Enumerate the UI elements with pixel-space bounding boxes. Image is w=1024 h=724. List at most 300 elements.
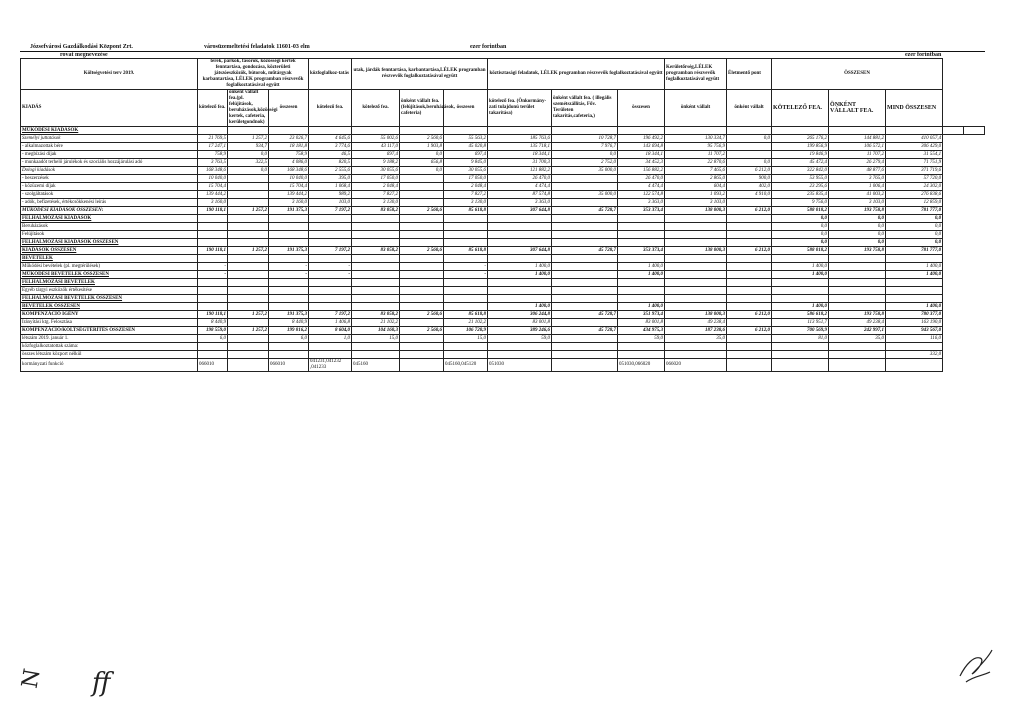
table-cell — [309, 295, 352, 303]
table-cell: 191 375,3 — [269, 207, 309, 215]
row-label: közfoglalkoztatottak száma: — [21, 343, 198, 351]
table-cell — [727, 295, 772, 303]
table-cell: 045160,045120 — [444, 359, 488, 372]
row-label: összes létszám közport nélkül — [21, 351, 198, 359]
table-cell — [727, 263, 772, 271]
table-cell — [198, 231, 228, 239]
row-label-header: rovat megnevezése — [60, 52, 108, 58]
table-cell — [886, 127, 943, 135]
table-cell: - — [198, 271, 228, 279]
table-row — [21, 295, 985, 303]
table-cell — [552, 319, 618, 327]
table-cell — [400, 263, 444, 271]
table-cell: 588 018,2 — [772, 247, 829, 255]
table-cell — [228, 263, 269, 271]
table-cell — [444, 127, 488, 135]
row-label: Egyéb tárgyi eszközök értékesítése — [21, 287, 198, 295]
table-cell: - — [269, 263, 309, 271]
row-label: MŰKÖDÉSI KIADÁSOK ÖSSZESEN: — [21, 207, 198, 215]
table-cell — [352, 351, 400, 359]
table-cell — [400, 295, 444, 303]
table-cell — [727, 255, 772, 263]
sub-total-3: összesen — [444, 90, 488, 127]
table-cell: 1 257,2 — [228, 207, 269, 215]
table-cell: 15 704,4 — [198, 183, 228, 191]
table-cell: 6,0 — [198, 335, 228, 343]
table-cell: 185 763,6 — [488, 135, 552, 143]
table-cell: 1 006,4 — [829, 183, 886, 191]
table-cell — [665, 239, 727, 247]
table-cell — [772, 287, 829, 295]
table-cell — [228, 335, 269, 343]
table-cell — [618, 279, 665, 287]
table-row — [21, 207, 985, 215]
table-cell: 35,0 — [665, 335, 727, 343]
table-cell — [772, 351, 829, 359]
table-cell — [269, 295, 309, 303]
table-cell: 781 777,0 — [886, 207, 943, 215]
table-cell: 2 048,4 — [444, 183, 488, 191]
table-cell: 307 644,8 — [488, 207, 552, 215]
table-cell — [618, 239, 665, 247]
table-cell: 0,0 — [727, 159, 772, 167]
table-cell — [198, 303, 228, 311]
table-cell — [618, 351, 665, 359]
table-cell: - — [444, 271, 488, 279]
table-cell — [727, 335, 772, 343]
table-cell — [400, 199, 444, 207]
table-cell: 1 400,0 — [488, 303, 552, 311]
table-cell — [886, 255, 943, 263]
table-cell: 81,0 — [772, 335, 829, 343]
table-cell: 1 903,8 — [400, 143, 444, 151]
table-cell — [488, 295, 552, 303]
table-cell: 45 020,8 — [444, 143, 488, 151]
table-row — [21, 279, 985, 287]
table-cell — [552, 263, 618, 271]
table-cell — [228, 287, 269, 295]
table-cell — [488, 351, 552, 359]
table-cell — [309, 255, 352, 263]
table-cell: 1 400,0 — [488, 271, 552, 279]
table-cell: 6 212,0 — [727, 327, 772, 335]
table-cell — [488, 239, 552, 247]
table-cell — [198, 343, 228, 351]
table-cell — [309, 279, 352, 287]
sub-mandatory-4: kötelező fea. (Önkormány-zati tulajdonú terület takarítása) — [488, 90, 552, 127]
table-cell: 83 001,8 — [488, 319, 552, 327]
table-cell: 6 212,0 — [727, 311, 772, 319]
table-cell: 7 465,6 — [665, 167, 727, 175]
table-cell — [309, 303, 352, 311]
table-cell: 3 130,0 — [444, 199, 488, 207]
table-cell — [618, 215, 665, 223]
table-cell — [400, 255, 444, 263]
budget-table — [20, 58, 985, 372]
table-cell: 87 574,8 — [488, 191, 552, 199]
table-cell — [552, 343, 618, 351]
table-row — [21, 159, 985, 167]
table-cell: 1 093,2 — [665, 191, 727, 199]
table-cell: 8 440,9 — [269, 319, 309, 327]
table-cell — [552, 359, 618, 372]
table-cell — [488, 223, 552, 231]
table-cell — [829, 263, 886, 271]
table-cell: 139 444,2 — [198, 191, 228, 199]
table-cell — [665, 271, 727, 279]
table-body — [21, 127, 985, 372]
table-cell — [228, 359, 269, 372]
table-cell — [352, 271, 400, 279]
table-cell: 0,0 — [886, 223, 943, 231]
table-cell: 21 769,5 — [198, 135, 228, 143]
table-cell: 2 555,6 — [309, 167, 352, 175]
table-cell: 371 719,6 — [886, 167, 943, 175]
table-cell: 6 212,0 — [727, 167, 772, 175]
table-cell — [400, 351, 444, 359]
table-cell — [400, 279, 444, 287]
table-cell: 0,0 — [772, 223, 829, 231]
table-cell — [665, 263, 727, 271]
table-cell — [552, 279, 618, 287]
table-cell — [772, 279, 829, 287]
table-cell: 4 086,0 — [269, 159, 309, 167]
table-cell: 306 244,8 — [488, 311, 552, 319]
table-cell: 187 238,6 — [665, 327, 727, 335]
table-cell — [352, 343, 400, 351]
table-cell — [829, 279, 886, 287]
table-cell: 1 257,2 — [228, 327, 269, 335]
table-cell: 3 103,0 — [829, 199, 886, 207]
row-label: - munkaadót terhelő járulékok és szociális hozzájárulási adó — [21, 159, 198, 167]
task-title: városüzemeltetési feladatok 11601-03 elm — [204, 44, 310, 50]
table-cell: - — [309, 271, 352, 279]
table-cell — [665, 127, 727, 135]
table-row — [21, 143, 985, 151]
table-row — [21, 231, 985, 239]
table-cell — [228, 191, 269, 199]
table-cell — [772, 343, 829, 351]
table-cell — [829, 295, 886, 303]
table-cell — [727, 303, 772, 311]
table-cell: 193 758,8 — [829, 207, 886, 215]
table-row — [21, 135, 985, 143]
table-cell: 7 976,7 — [552, 143, 618, 151]
table-cell: 163 190,0 — [886, 319, 943, 327]
table-cell — [400, 223, 444, 231]
table-cell — [665, 223, 727, 231]
table-cell — [829, 303, 886, 311]
row-label: Irányítási ktg. Felosztása — [21, 319, 198, 327]
table-cell — [552, 295, 618, 303]
table-cell — [198, 215, 228, 223]
table-cell — [665, 231, 727, 239]
table-cell: 17 050,0 — [444, 175, 488, 183]
table-cell: 196 492,2 — [618, 135, 665, 143]
table-cell: 434 975,3 — [618, 327, 665, 335]
row-label: FELHALMOZÁSI BEVÉTELEK — [21, 279, 198, 287]
table-cell: 1,0 — [309, 335, 352, 343]
table-cell — [665, 255, 727, 263]
table-cell: 3 160,0 — [269, 199, 309, 207]
table-cell: 2 865,0 — [665, 175, 727, 183]
table-cell — [964, 127, 985, 135]
sub-voluntary-5: önként vállalt — [665, 90, 727, 127]
table-cell: 820,5 — [309, 159, 352, 167]
table-cell: 353 373,4 — [618, 207, 665, 215]
table-cell: 199 856,9 — [772, 143, 829, 151]
table-cell — [886, 359, 943, 372]
table-cell: 139 444,2 — [269, 191, 309, 199]
row-label: - alkalmazottak bére — [21, 143, 198, 151]
table-cell: 351 973,4 — [618, 311, 665, 319]
table-cell — [444, 215, 488, 223]
table-cell — [444, 231, 488, 239]
table-row — [21, 287, 985, 295]
table-cell: 1 068,4 — [309, 183, 352, 191]
table-cell — [618, 255, 665, 263]
table-cell — [228, 295, 269, 303]
table-cell: 116,0 — [886, 335, 943, 343]
table-cell: 156 882,2 — [618, 167, 665, 175]
table-cell — [269, 127, 309, 135]
table-cell: 55 002,6 — [352, 135, 400, 143]
signature-right-icon — [956, 646, 996, 686]
table-cell: 19 846,9 — [772, 151, 829, 159]
table-cell — [772, 359, 829, 372]
table-cell: 0,0 — [829, 215, 886, 223]
table-cell — [269, 279, 309, 287]
table-cell — [400, 239, 444, 247]
row-label: kormányzati funkció — [21, 359, 198, 372]
table-cell — [829, 255, 886, 263]
table-cell — [198, 127, 228, 135]
table-cell: 0,0 — [772, 215, 829, 223]
table-cell — [444, 343, 488, 351]
table-cell — [352, 263, 400, 271]
table-row — [21, 327, 985, 335]
table-cell: 051030 — [488, 359, 552, 372]
table-cell — [228, 303, 269, 311]
sub-voluntary-1: önként vállalt fea.(pl. felújítások, beruházások,közösségi kertek, cafeteria, kerületgondnok) — [229, 90, 278, 125]
table-cell: 41 003,2 — [829, 191, 886, 199]
table-cell: 389 246,6 — [488, 327, 552, 335]
table-cell — [727, 199, 772, 207]
table-cell: 3 160,0 — [198, 199, 228, 207]
table-cell: 1 400,0 — [618, 263, 665, 271]
table-cell: 7 827,2 — [444, 191, 488, 199]
row-label: KOMPENZÁCIÓ/KÖLTSÉGTÉRÍTÉS ÖSSZESEN — [21, 327, 198, 335]
table-cell: 17 050,0 — [352, 175, 400, 183]
table-cell — [228, 319, 269, 327]
table-cell — [352, 223, 400, 231]
org-name: Józsefvárosi Gazdálkodási Központ Zrt. — [30, 44, 133, 50]
table-cell: 85 618,8 — [444, 207, 488, 215]
table-cell: 0,0 — [727, 135, 772, 143]
row-label: FELHALMOZÁSI KIADÁSOK — [21, 215, 198, 223]
table-cell: 588 018,2 — [772, 207, 829, 215]
table-cell — [829, 127, 886, 135]
table-row — [21, 271, 985, 279]
table-cell: 85 618,8 — [444, 247, 488, 255]
table-cell: 6 212,0 — [727, 207, 772, 215]
table-cell: 900,0 — [727, 175, 772, 183]
table-cell: 22 870,6 — [665, 159, 727, 167]
table-cell — [228, 223, 269, 231]
table-cell — [269, 231, 309, 239]
table-cell: 0,0 — [829, 239, 886, 247]
table-cell — [228, 127, 269, 135]
row-label: MŰKÖDÉSI KIADÁSOK — [21, 127, 198, 135]
table-cell: 71 751,9 — [886, 159, 943, 167]
table-cell — [727, 215, 772, 223]
table-cell: 130 334,7 — [665, 135, 727, 143]
table-cell: 1 257,2 — [228, 135, 269, 143]
table-cell: 26 279,4 — [829, 159, 886, 167]
table-cell: 191 375,3 — [269, 247, 309, 255]
table-cell: 11 707,2 — [665, 151, 727, 159]
table-cell — [943, 127, 964, 135]
table-cell — [727, 271, 772, 279]
table-row — [21, 343, 985, 351]
table-cell — [829, 343, 886, 351]
table-cell: 30 055,6 — [444, 167, 488, 175]
table-cell: 1 257,2 — [228, 247, 269, 255]
table-row — [21, 303, 985, 311]
table-cell — [665, 303, 727, 311]
row-label: létszám 2019. január 1. — [21, 335, 198, 343]
table-cell — [829, 287, 886, 295]
table-row — [21, 319, 985, 327]
table-cell: 95 756,9 — [665, 143, 727, 151]
table-cell: 17 247,1 — [198, 143, 228, 151]
table-row — [21, 223, 985, 231]
table-cell: 410 057,4 — [886, 135, 943, 143]
table-row — [21, 127, 985, 135]
table-cell — [269, 343, 309, 351]
table-cell — [400, 335, 444, 343]
table-cell — [269, 215, 309, 223]
table-cell: - — [198, 263, 228, 271]
table-cell — [269, 287, 309, 295]
table-cell: 34 452,3 — [618, 159, 665, 167]
table-cell: 1 400,0 — [772, 263, 829, 271]
table-cell: 586 618,2 — [772, 311, 829, 319]
table-cell — [269, 255, 309, 263]
table-cell — [400, 231, 444, 239]
table-cell: 143 694,8 — [618, 143, 665, 151]
table-row — [21, 199, 985, 207]
table-cell: 26 470,0 — [618, 175, 665, 183]
table-cell: 138 000,3 — [665, 247, 727, 255]
table-cell — [444, 255, 488, 263]
table-cell: 23 295,6 — [772, 183, 829, 191]
table-cell — [488, 215, 552, 223]
table-cell: 332,0 — [886, 351, 943, 359]
table-cell: 943 567,0 — [886, 327, 943, 335]
table-cell — [552, 351, 618, 359]
table-cell — [727, 239, 772, 247]
table-row — [21, 215, 985, 223]
table-cell: 106 572,1 — [829, 143, 886, 151]
table-row — [21, 335, 985, 343]
table-cell: 53 955,0 — [772, 175, 829, 183]
table-cell: 103,0 — [309, 199, 352, 207]
table-cell: 066010 — [198, 359, 228, 372]
row-label: - megbízási díjak — [21, 151, 198, 159]
table-cell — [618, 231, 665, 239]
table-cell: 49 238,4 — [829, 319, 886, 327]
table-cell — [444, 223, 488, 231]
table-cell — [309, 223, 352, 231]
table-cell: 106 720,9 — [444, 327, 488, 335]
table-cell — [352, 287, 400, 295]
row-label: - közüzemi díjak — [21, 183, 198, 191]
table-cell: 045160 — [352, 359, 400, 372]
table-cell: 9 845,0 — [444, 159, 488, 167]
table-cell — [400, 287, 444, 295]
row-label: Beruházások — [21, 223, 198, 231]
table-cell — [618, 295, 665, 303]
table-cell: 45 472,4 — [772, 159, 829, 167]
table-cell — [228, 231, 269, 239]
table-cell — [352, 255, 400, 263]
col-group-public-work: közfoglalkoz-tatás — [309, 59, 352, 90]
table-cell: 2 560,6 — [400, 207, 444, 215]
table-cell — [488, 279, 552, 287]
table-cell — [400, 343, 444, 351]
table-cell: 7 827,2 — [352, 191, 400, 199]
table-row — [21, 311, 985, 319]
table-cell: 4 910,0 — [727, 191, 772, 199]
table-cell — [727, 359, 772, 372]
table-cell — [309, 127, 352, 135]
table-cell — [228, 343, 269, 351]
header-row-top — [21, 59, 985, 90]
table-cell: 23 026,7 — [269, 135, 309, 143]
row-label: MŰKÖDÉSI BEVÉTELEK ÖSSZESEN — [21, 271, 198, 279]
table-cell: 0,0 — [829, 223, 886, 231]
table-cell: 3 103,0 — [665, 199, 727, 207]
table-cell: 0,0 — [829, 231, 886, 239]
col-group-parks: terek, parkok, fasorok, közösségi kertek fenntartása, gondozása, közterületi játszóeszközök, bútorok, műtárgyak karbantartása, LÉLEK programban részvevők foglalkoztatásával együtt — [198, 59, 309, 90]
table-cell: 18 181,8 — [269, 143, 309, 151]
plan-label: Költségvetési terv 2019. — [21, 59, 198, 90]
table-cell — [618, 127, 665, 135]
table-cell: 55 563,2 — [444, 135, 488, 143]
table-row — [21, 351, 985, 359]
table-cell: 306 429,0 — [886, 143, 943, 151]
col-group-cleaning: köztisztasági feladatok, LÉLEK programban részvevők foglalkoztatásával együtt — [488, 59, 665, 90]
table-cell: 21 102,2 — [444, 319, 488, 327]
table-cell: 190 118,1 — [198, 207, 228, 215]
table-cell: 0,0 — [886, 215, 943, 223]
table-cell — [727, 127, 772, 135]
table-cell — [727, 151, 772, 159]
table-cell — [665, 279, 727, 287]
table-cell: 59,0 — [488, 335, 552, 343]
table-cell — [309, 343, 352, 351]
table-cell: 144 881,2 — [829, 135, 886, 143]
row-label: - szolgáltatások — [21, 191, 198, 199]
table-cell: 1 406,8 — [309, 319, 352, 327]
table-cell: 7 197,2 — [309, 311, 352, 319]
table-cell: 3 363,0 — [488, 199, 552, 207]
table-cell — [727, 351, 772, 359]
table-cell: 138 000,3 — [665, 311, 727, 319]
table-cell: 2 560,6 — [400, 135, 444, 143]
row-label: BEVÉTELEK ÖSSZESEN — [21, 303, 198, 311]
